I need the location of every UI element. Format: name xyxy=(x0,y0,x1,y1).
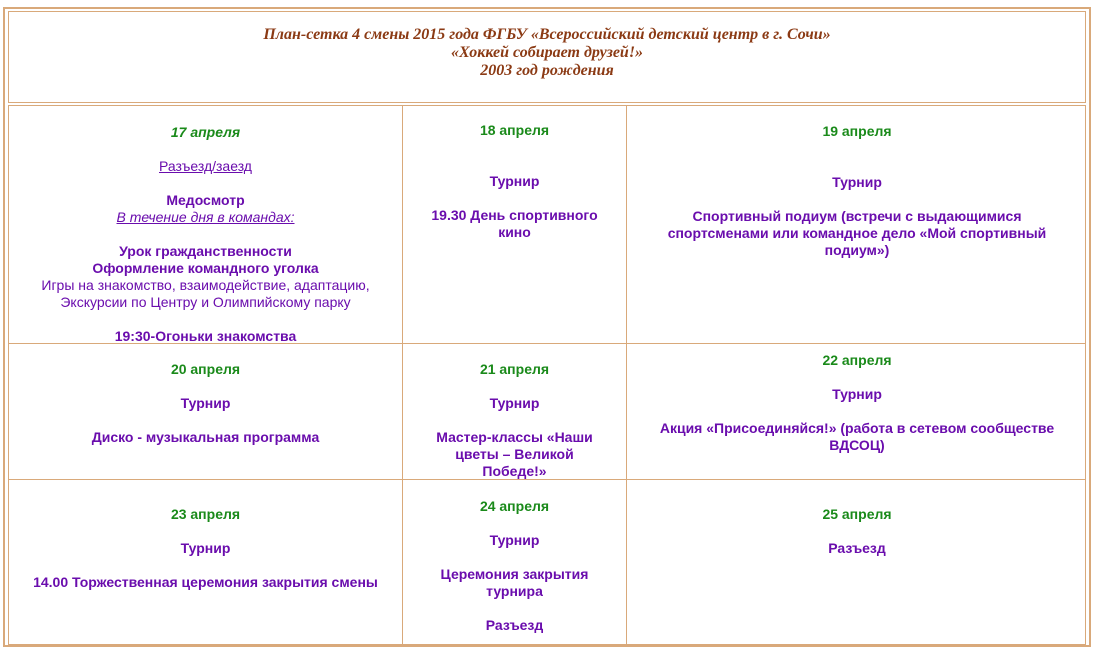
team-corner-text: Оформление командного уголка xyxy=(92,260,319,276)
day-cell-20 xyxy=(9,361,402,446)
day-cell-21 xyxy=(403,361,626,480)
date-label: 22 апреля xyxy=(822,352,892,368)
event-text: Акция «Присоединяйся!» (работа в сетевом сообществе ВДСОЦ) xyxy=(659,420,1055,453)
in-teams-text: В течение дня в командах: xyxy=(116,209,295,225)
event-text: Диско - музыкальная программа xyxy=(91,429,320,445)
civic-lesson-text: Урок гражданственности xyxy=(119,243,292,259)
date-label: 18 апреля xyxy=(479,122,550,138)
header-birth-year: 2003 год рождения xyxy=(480,62,614,79)
event-text: Спортивный подиум (встречи с выдающимися спортсменами или командное дело «Мой спортивный подиум») xyxy=(667,208,1047,258)
date-label: 24 апреля xyxy=(479,498,550,514)
day-cell-23 xyxy=(9,506,402,591)
date-label: 21 апреля xyxy=(479,361,550,377)
day-cell-24 xyxy=(403,498,626,634)
tournament-text: Турнир xyxy=(180,540,231,556)
header-title: План-сетка 4 смены 2015 года ФГБУ «Всероссийский детский центр в г. Сочи» xyxy=(263,26,831,43)
games-text: Игры на знакомство, взаимодействие, адаптацию, xyxy=(41,277,370,293)
tournament-text: Турнир xyxy=(832,174,882,190)
date-label: 25 апреля xyxy=(822,506,892,522)
arrival-text: Разъезд/заезд xyxy=(159,158,252,174)
day-cell-18 xyxy=(403,122,626,241)
event-text: Церемония закрытия турнира xyxy=(440,566,589,599)
date-label: 23 апреля xyxy=(170,506,241,522)
day-cell-17 xyxy=(9,124,402,345)
event-text: 14.00 Торжественная церемония закрытия смены xyxy=(33,574,378,590)
medical-text: Медосмотр xyxy=(166,192,245,208)
departure-text: Разъезд xyxy=(828,540,886,556)
date-label: 17 апреля xyxy=(170,124,241,140)
tournament-text: Турнир xyxy=(180,395,231,411)
schedule-sheet xyxy=(3,7,1091,647)
tournament-text: Турнир xyxy=(832,386,882,402)
evening-event-text: 19:30-Огоньки знакомства xyxy=(114,328,297,344)
tournament-text: Турнир xyxy=(489,395,540,411)
header-subtitle: «Хоккей собирает друзей!» xyxy=(450,44,644,61)
date-label: 20 апреля xyxy=(170,361,241,377)
tournament-text: Турнир xyxy=(489,532,540,548)
date-label: 19 апреля xyxy=(822,123,892,139)
event-text: Мастер-классы «Наши цветы – Великой Победе!» xyxy=(436,429,593,479)
day-cell-22 xyxy=(627,352,1087,454)
departure-text: Разъезд xyxy=(485,617,544,633)
tournament-text: Турнир xyxy=(489,173,540,189)
schedule-grid xyxy=(8,105,1086,645)
day-cell-19 xyxy=(627,123,1087,259)
schedule-header xyxy=(8,11,1086,103)
tours-text: Экскурсии по Центру и Олимпийскому парку xyxy=(60,294,351,310)
day-cell-25 xyxy=(627,506,1087,557)
event-text: 19.30 День спортивного кино xyxy=(431,207,598,240)
